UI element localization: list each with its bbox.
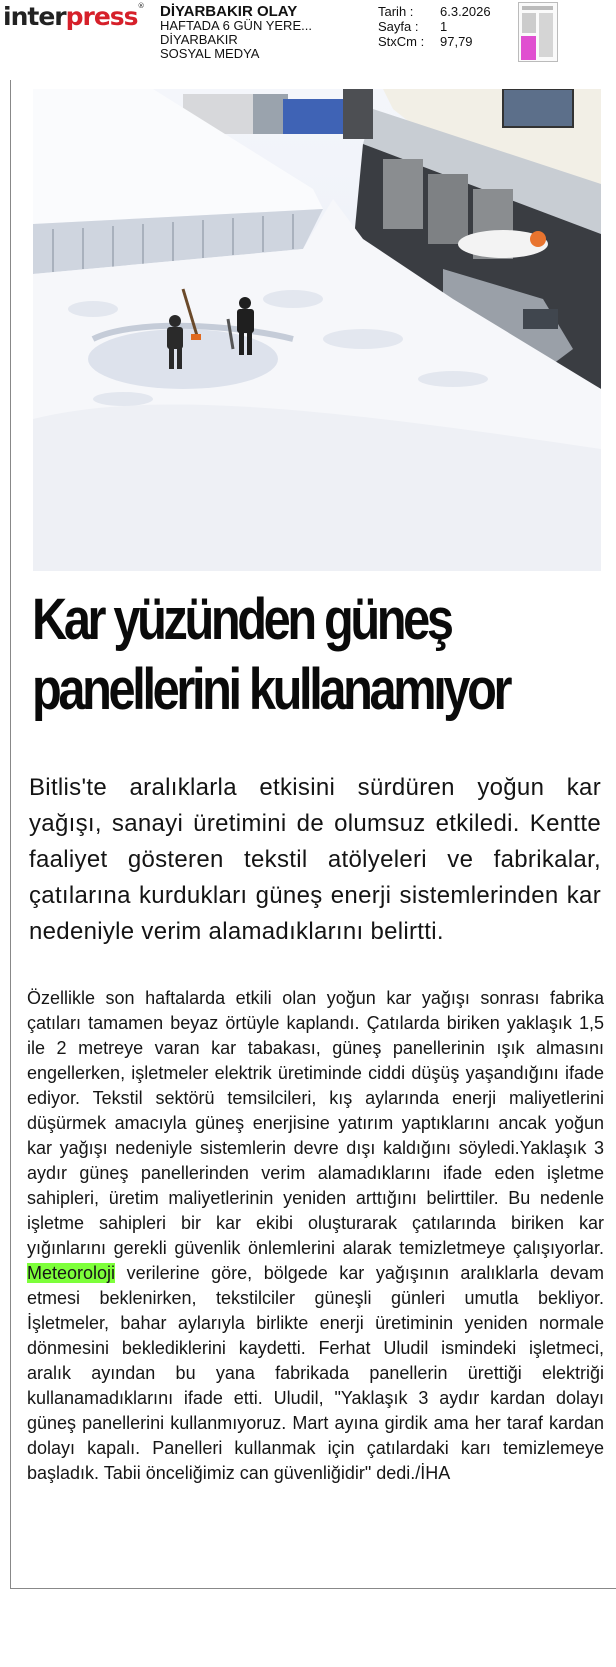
clipping-border-left <box>10 80 11 1588</box>
area-row <box>378 34 491 49</box>
logo-registered-mark: ® <box>137 2 144 10</box>
headline-line-2: panellerini kullanamıyor <box>32 657 510 722</box>
thumbnail-masthead <box>522 6 553 10</box>
area-value: 97,79 <box>440 34 473 49</box>
page-row <box>378 19 491 34</box>
clipping-border-bottom <box>10 1588 616 1589</box>
logo-text-inter: inter <box>3 2 66 31</box>
headline-line-1: Kar yüzünden güneş <box>32 587 451 652</box>
page-value: 1 <box>440 19 448 34</box>
publication-info <box>160 4 312 61</box>
area-label: StxCm : <box>378 34 425 49</box>
date-label: Tarih : <box>378 4 414 19</box>
thumbnail-block <box>539 13 553 57</box>
publication-city: DİYARBAKIR <box>160 32 238 47</box>
date-value: 6.3.2026 <box>440 4 491 19</box>
clipping-meta <box>378 4 491 49</box>
publication-name: DİYARBAKIR OLAY <box>160 3 298 20</box>
page-thumbnail[interactable] <box>518 2 558 62</box>
publication-frequency: HAFTADA 6 GÜN YERE... <box>160 18 312 33</box>
thumbnail-highlight <box>521 36 536 60</box>
body-text-part-2: verilerine göre, bölgede kar yağışının aralıklarla devam etmesi beklenirken, tekstilciler güneşli günleri umutla bekliyor. İşletmeler, bahar aylarıyla birlikte enerji üretiminin yeniden normale dönmesini beklediklerini kaydetti. Ferhat Uludil ismindeki işletmeci, aralık ayından bu yana fabrikada panellerin ürettiği elektriği kullanamadıklarını ifade etti. Uludil, "Yaklaşık 3 aydır kardan dolayı güneş panellerini kullanmıyoruz. Mart ayına girdik ama her taraf kardan dolayı kapalı. Panelleri kullanmak için çatılardaki karı temizlemeye başladık. Tabii önceliğimiz can güvenliğidir" dedi./İHA <box>27 1263 604 1483</box>
interpress-logo <box>3 2 144 31</box>
page-label: Sayfa : <box>378 19 419 34</box>
article-headline <box>32 585 519 725</box>
body-text-part-1: Özellikle son haftalarda etkili olan yoğun kar yağışı sonrası fabrika çatıları tamamen beyaz örtüyle kaplandı. Çatılarda biriken yaklaşık 1,5 ile 2 metreye varan kar tabakası, güneş panellerinin ışık almasını engellerken, işletmeler elektrik üretiminde ciddi düşüş yaşandığını ifade ediyor. Tekstil sektörü temsilcileri, kış aylarında enerji maliyetlerini düşürmek amacıyla güneş enerjisine yatırım yaptıklarını ancak yoğun kar yağışı nedeniyle sistemlerin devre dışı kaldığını söyledi.Yaklaşık 3 aydır güneş panellerinden verim alamadıklarını ifade eden işletme sahipleri, üretim maliyetlerinin yeniden arttığını belirttiler. Bu nedenle işletme sahipleri bir kar ekibi oluşturarak çatılarında biriken kar yığınlarını gerekli güvenlik önlemlerini alarak temizletmeye çalışıyorlar. <box>27 988 604 1258</box>
article-photo <box>33 89 601 571</box>
article-lead: Bitlis'te aralıklarla etkisini sürdüren yoğun kar yağışı, sanayi üretimini de olumsuz etkiledi. Kentte faaliyet gösteren tekstil atölyeleri ve fabrikalar, çatılarına kurdukları güneş enerji sistemlerinden kar nedeniyle verim alamadıklarını belirtti. <box>29 774 601 945</box>
article-body <box>27 986 604 1486</box>
date-row <box>378 4 491 19</box>
thumbnail-block <box>522 13 536 33</box>
snow-covered-rooftop-photo <box>33 89 601 571</box>
highlighted-keyword: Meteoroloji <box>27 1263 116 1283</box>
logo-text-press: press <box>65 2 138 31</box>
publication-category: SOSYAL MEDYA <box>160 46 260 61</box>
